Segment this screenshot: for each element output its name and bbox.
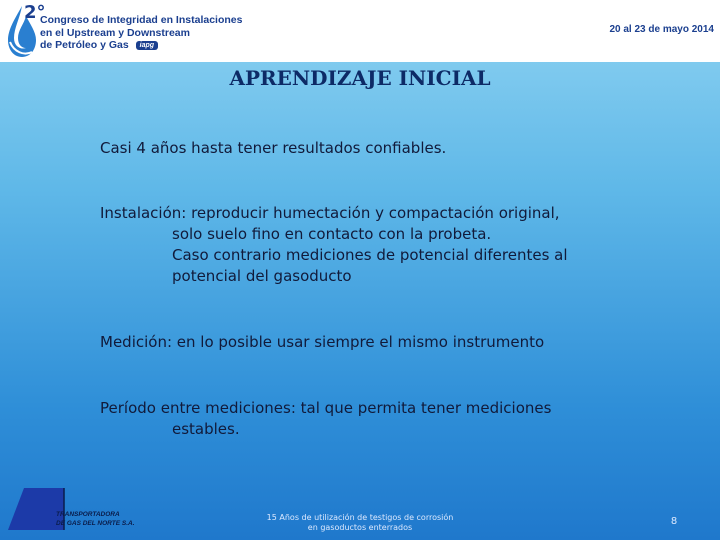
congress-name xyxy=(40,14,242,52)
congress-number: 2° xyxy=(24,2,46,23)
conference-header xyxy=(0,0,720,62)
bullet-item xyxy=(100,332,700,353)
bullet-line: Medición: en lo posible usar siempre el mismo instrumento xyxy=(100,333,545,351)
tgn-logo-line: DE GAS DEL NORTE S.A. xyxy=(56,520,135,527)
bullet-line-indented: potencial del gasoducto xyxy=(172,267,352,285)
bullet-item xyxy=(100,138,700,159)
footer-caption-line: en gasoductos enterrados xyxy=(307,523,413,532)
iapg-badge: iapg xyxy=(136,41,158,50)
bullet-line: Instalación: reproducir humectación y compactación original, xyxy=(100,204,560,222)
slide-title: APRENDIZAJE INICIAL xyxy=(229,66,491,90)
congress-name-line: en el Upstream y Downstream xyxy=(40,26,190,39)
congress-name-line-text: de Petróleo y Gas xyxy=(40,39,129,51)
congress-date: 20 al 23 de mayo 2014 xyxy=(609,24,714,35)
tgn-logo-text xyxy=(56,510,135,528)
bullet-line-indented: solo suelo fino en contacto con la probeta. xyxy=(172,225,492,243)
tgn-logo-line: TRANSPORTADORA xyxy=(56,511,120,518)
congress-name-line xyxy=(40,39,242,52)
bullet-line: Período entre mediciones: tal que permita tener mediciones xyxy=(100,399,552,417)
bullet-item xyxy=(100,398,700,440)
bullet-item xyxy=(100,203,700,287)
footer-caption-line: 15 Años de utilización de testigos de corrosión xyxy=(266,513,454,522)
bullet-line-indented: Caso contrario mediciones de potencial diferentes al xyxy=(172,246,568,264)
footer-caption xyxy=(230,513,490,533)
page-number: 8 xyxy=(670,516,678,527)
bullet-line: Casi 4 años hasta tener resultados confiables. xyxy=(100,139,447,157)
congress-name-line: Congreso de Integridad en Instalaciones xyxy=(40,14,243,26)
bullet-line-indented: estables. xyxy=(172,420,240,438)
